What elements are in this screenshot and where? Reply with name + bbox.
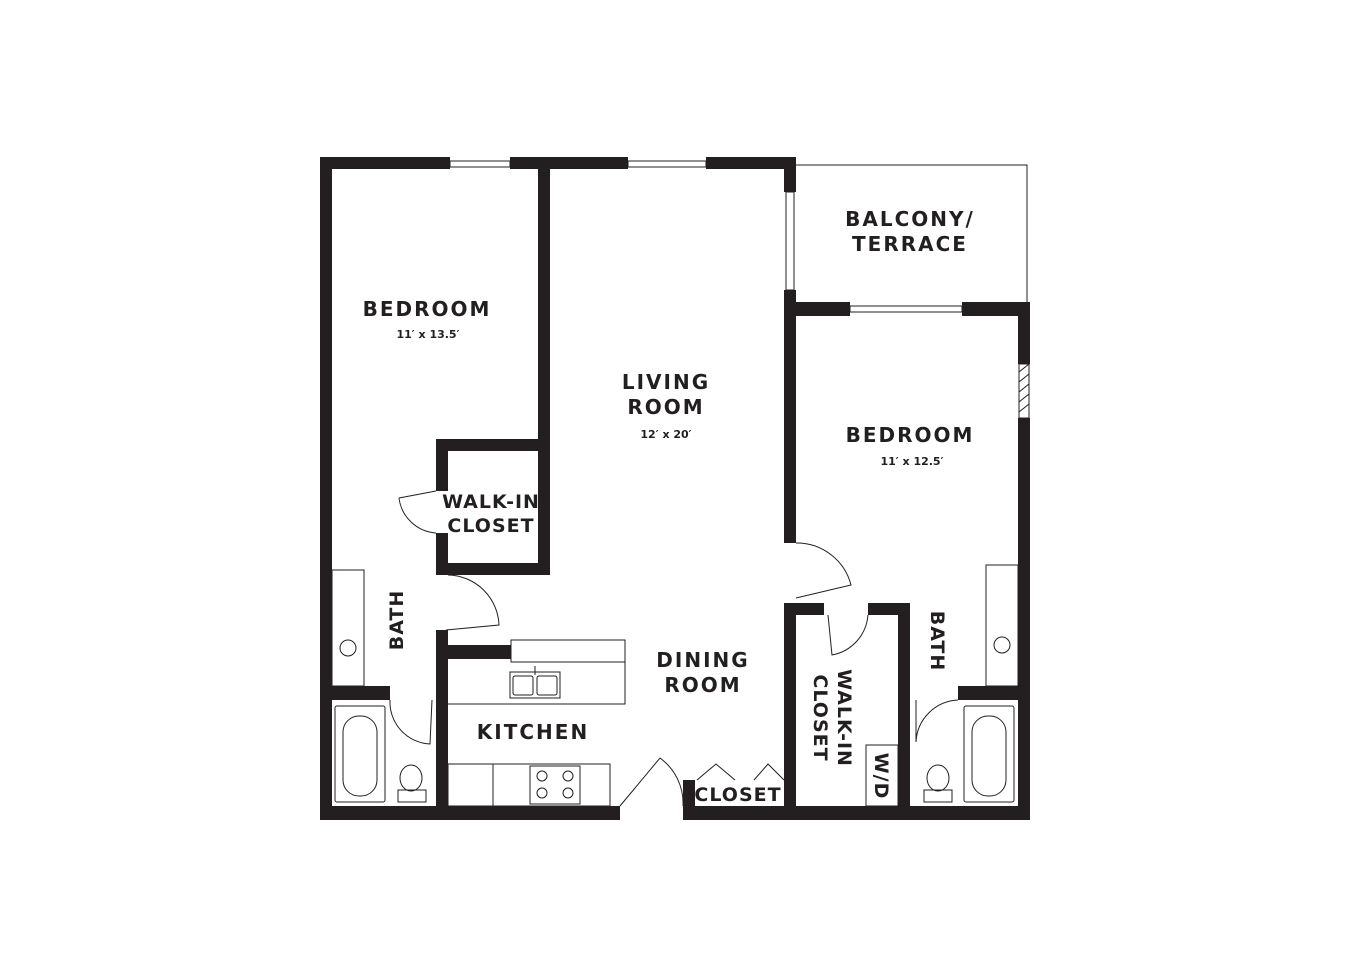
living-room-dimensions: 12′ x 20′ <box>640 428 692 441</box>
bedroom-left-dimensions: 11′ x 13.5′ <box>396 328 460 341</box>
bath-right-label: BATH <box>926 610 948 672</box>
interior-walls <box>320 157 1030 820</box>
window <box>450 161 510 167</box>
walkin-closet-right-label-1: WALK-IN <box>833 669 855 767</box>
exterior-walls <box>320 157 1030 820</box>
room-labels <box>363 207 975 806</box>
window <box>628 161 706 167</box>
kitchen-label: KITCHEN <box>476 720 590 744</box>
balcony-label-1: BALCONY/ <box>845 207 975 231</box>
bedroom-right-dimensions: 11′ x 12.5′ <box>880 455 944 468</box>
window <box>786 192 794 290</box>
balcony-label-2: TERRACE <box>852 232 968 256</box>
bedroom-right-label: BEDROOM <box>845 423 975 447</box>
living-room-label-2: ROOM <box>627 395 705 419</box>
walkin-closet-left-label-1: WALK-IN <box>442 491 540 513</box>
window <box>850 306 962 312</box>
bedroom-left-label: BEDROOM <box>362 297 492 321</box>
bath-left-label: BATH <box>386 589 408 651</box>
dining-room-label-1: DINING <box>656 648 750 672</box>
dining-room-label-2: ROOM <box>664 673 742 697</box>
laundry-label: W/D <box>870 752 892 800</box>
vent-hatch <box>1019 364 1029 418</box>
closet-label: CLOSET <box>694 784 782 806</box>
living-room-label-1: LIVING <box>621 370 711 394</box>
walkin-closet-left-label-2: CLOSET <box>447 515 535 537</box>
walkin-closet-right-label-2: CLOSET <box>809 674 831 762</box>
